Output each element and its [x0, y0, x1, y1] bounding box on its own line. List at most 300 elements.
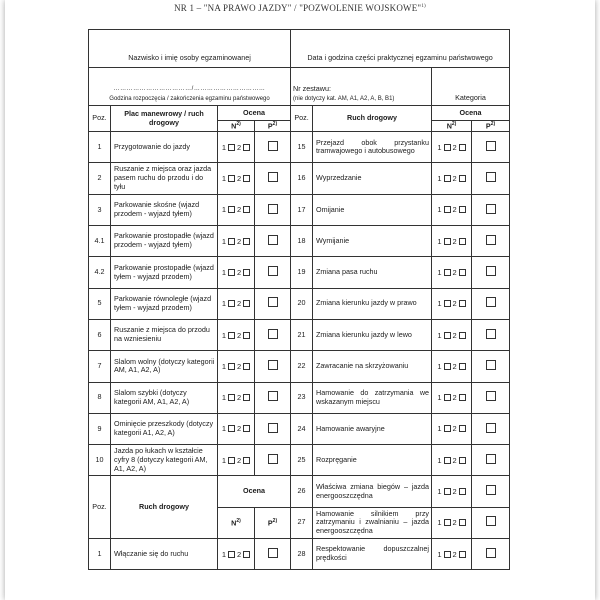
left-item-p [255, 194, 291, 225]
right-item-text: Hamowanie silnikiem przy zatrzymaniu i zwalnianiu – jazda energooszczędna [313, 507, 432, 538]
right-n-checkboxes [434, 143, 469, 152]
right-item-p [472, 413, 510, 444]
right-item-n [432, 226, 472, 257]
n-option-2-label: 2 [452, 455, 457, 465]
n-option-1-checkbox[interactable] [228, 394, 235, 401]
left-item-pos: 9 [89, 413, 111, 444]
right-n-checkboxes [434, 393, 469, 402]
n-option-1-label: 1 [221, 361, 226, 371]
left-item-p [255, 413, 291, 444]
left-item-pos: 6 [89, 319, 111, 350]
n-option-1-label: 1 [221, 267, 226, 277]
n-option-2-checkbox[interactable] [459, 394, 466, 401]
n-option-1-checkbox[interactable] [228, 238, 235, 245]
left-n-checkboxes [220, 550, 252, 559]
n-option-2-checkbox[interactable] [459, 488, 466, 495]
right-n-checkboxes [434, 456, 469, 465]
table-row [89, 382, 510, 413]
exam-form-table [88, 29, 510, 570]
n-option-1-label: 1 [221, 299, 226, 309]
left-n-checkboxes [220, 143, 252, 152]
exam-date-cell[interactable] [291, 30, 510, 68]
n-option-2-checkbox[interactable] [243, 300, 250, 307]
n-option-1-label: 1 [221, 455, 226, 465]
n-option-1-checkbox[interactable] [228, 144, 235, 151]
right-item-n [432, 163, 472, 194]
right-n-checkboxes [434, 174, 469, 183]
n-option-2-checkbox[interactable] [243, 457, 250, 464]
n-option-2-checkbox[interactable] [459, 300, 466, 307]
left-p-checkbox[interactable] [268, 548, 278, 558]
left-item-n [218, 163, 255, 194]
right-item-n [432, 476, 472, 507]
right-p-checkbox[interactable] [486, 204, 496, 214]
n-option-2-label: 2 [237, 330, 242, 340]
n-option-1-label: 1 [437, 142, 442, 152]
n-option-2-label: 2 [452, 393, 457, 403]
col-pos-left-2: Poz. [89, 476, 111, 539]
right-item-n [432, 445, 472, 476]
n-option-1-checkbox[interactable] [228, 269, 235, 276]
n-option-1-checkbox[interactable] [444, 425, 451, 432]
n-option-1-checkbox[interactable] [444, 457, 451, 464]
document-title-footnote: 1) [421, 4, 426, 9]
n-option-1-label: 1 [221, 205, 226, 215]
right-n-checkboxes [434, 550, 469, 559]
set-number-label: Nr zestawu: [293, 83, 331, 93]
n-option-2-checkbox[interactable] [243, 425, 250, 432]
n-option-1-label: 1 [437, 487, 442, 497]
left-item-p [255, 288, 291, 319]
left-n-checkboxes [220, 299, 252, 308]
n-option-1-checkbox[interactable] [228, 332, 235, 339]
right-item-pos: 24 [291, 413, 313, 444]
right-item-p [472, 351, 510, 382]
left-p-checkbox[interactable] [268, 266, 278, 276]
n-option-2-checkbox[interactable] [243, 175, 250, 182]
right-item-p [472, 257, 510, 288]
n-option-1-checkbox[interactable] [228, 457, 235, 464]
n-option-2-label: 2 [237, 267, 242, 277]
right-n-checkboxes [434, 237, 469, 246]
col-n-left-2: $N^{2)}$ [218, 507, 255, 538]
right-n-checkboxes [434, 268, 469, 277]
right-item-pos: 22 [291, 351, 313, 382]
n-option-2-checkbox[interactable] [243, 551, 250, 558]
n-option-2-checkbox[interactable] [243, 269, 250, 276]
n-option-1-label: 1 [221, 236, 226, 246]
right-item-p [472, 226, 510, 257]
left-item-pos: 5 [89, 288, 111, 319]
n-option-1-checkbox[interactable] [444, 144, 451, 151]
n-option-2-checkbox[interactable] [459, 332, 466, 339]
n-option-1-label: 1 [221, 424, 226, 434]
table-row [89, 257, 510, 288]
n-option-2-checkbox[interactable] [459, 457, 466, 464]
right-item-text: Zawracanie na skrzyżowaniu [313, 351, 432, 382]
right-item-p [472, 163, 510, 194]
right-p-checkbox[interactable] [486, 548, 496, 558]
n-option-1-label: 1 [437, 361, 442, 371]
n-option-1-label: 1 [437, 236, 442, 246]
n-option-1-checkbox[interactable] [444, 238, 451, 245]
right-p-checkbox[interactable] [486, 423, 496, 433]
col-section-right: Ruch drogowy [313, 106, 432, 132]
left-item-text: Parkowanie skośne (wjazd przodem - wyjazd tyłem) [111, 194, 218, 225]
n-option-2-label: 2 [237, 174, 242, 184]
left-p-checkbox[interactable] [268, 391, 278, 401]
left-n-checkboxes [220, 362, 252, 371]
left-p-checkbox[interactable] [268, 297, 278, 307]
n-option-1-label: 1 [437, 205, 442, 215]
left-item-pos: 4.2 [89, 257, 111, 288]
n-option-2-checkbox[interactable] [243, 238, 250, 245]
left-item-n [218, 132, 255, 163]
n-option-2-label: 2 [237, 299, 242, 309]
n-option-1-checkbox[interactable] [444, 394, 451, 401]
right-item-n [432, 507, 472, 538]
document-title-text: NR 1 – "NA PRAWO JAZDY" / "POZWOLENIE WOJSKOWE" [174, 3, 422, 13]
n-option-1-checkbox[interactable] [228, 551, 235, 558]
left-item-pos: 1 [89, 539, 111, 570]
n-option-2-label: 2 [452, 174, 457, 184]
n-option-1-checkbox[interactable] [444, 206, 451, 213]
right-item-pos: 23 [291, 382, 313, 413]
right-item-text: Rozpręganie [313, 445, 432, 476]
table-row [89, 539, 510, 570]
left-p-checkbox[interactable] [268, 172, 278, 182]
right-item-text: Hamowanie do zatrzymania we wskazanym miejscu [313, 382, 432, 413]
col-n-right: $N^{2)}$ [432, 121, 472, 132]
right-p-checkbox[interactable] [486, 235, 496, 245]
n-option-2-checkbox[interactable] [459, 363, 466, 370]
right-p-checkbox[interactable] [486, 329, 496, 339]
col-p-left: $P^{2)}$ [255, 121, 291, 132]
right-item-pos: 17 [291, 194, 313, 225]
right-item-p [472, 194, 510, 225]
n-option-1-label: 1 [221, 330, 226, 340]
left-item-p [255, 445, 291, 476]
n-option-1-label: 1 [437, 518, 442, 528]
n-option-1-checkbox[interactable] [444, 300, 451, 307]
right-item-pos: 16 [291, 163, 313, 194]
col-p-right: $P^{2)}$ [472, 121, 510, 132]
n-option-2-checkbox[interactable] [459, 519, 466, 526]
right-item-p [472, 382, 510, 413]
n-option-2-label: 2 [237, 205, 242, 215]
left-item-text: Włączanie się do ruchu [111, 539, 218, 570]
n-option-2-label: 2 [452, 487, 457, 497]
left-n-checkboxes [220, 174, 252, 183]
n-option-2-label: 2 [452, 205, 457, 215]
set-number-cell[interactable] [291, 68, 432, 106]
examinee-name-cell[interactable] [89, 30, 291, 68]
right-n-checkboxes [434, 487, 469, 496]
left-item-n [218, 539, 255, 570]
right-item-n [432, 194, 472, 225]
left-p-checkbox[interactable] [268, 141, 278, 151]
n-option-1-label: 1 [437, 424, 442, 434]
right-n-checkboxes [434, 331, 469, 340]
left-item-p [255, 319, 291, 350]
n-option-2-checkbox[interactable] [243, 332, 250, 339]
n-option-2-label: 2 [237, 236, 242, 246]
left-item-text: Ruszanie z miejsca do przodu na wzniesieniu [111, 319, 218, 350]
n-option-2-checkbox[interactable] [459, 269, 466, 276]
right-n-checkboxes [434, 362, 469, 371]
n-option-2-label: 2 [452, 330, 457, 340]
n-option-2-checkbox[interactable] [243, 363, 250, 370]
n-option-1-checkbox[interactable] [228, 206, 235, 213]
left-item-text: Jazda po łukach w kształcie cyfry 8 (dotyczy kategorii AM, A1, A2, A) [111, 445, 218, 476]
left-item-n [218, 351, 255, 382]
left-n-checkboxes [220, 237, 252, 246]
left-item-p [255, 539, 291, 570]
n-option-1-label: 1 [221, 393, 226, 403]
n-option-1-checkbox[interactable] [444, 551, 451, 558]
n-option-1-label: 1 [437, 299, 442, 309]
table-row [89, 413, 510, 444]
right-item-pos: 25 [291, 445, 313, 476]
left-item-pos: 8 [89, 382, 111, 413]
n-option-2-label: 2 [452, 424, 457, 434]
left-item-p [255, 382, 291, 413]
n-option-1-label: 1 [437, 174, 442, 184]
right-item-text: Przejazd obok przystanku tramwajowego i autobusowego [313, 132, 432, 163]
n-option-1-checkbox[interactable] [228, 425, 235, 432]
exam-date-label: Data i godzina części praktycznej egzaminu państwowego [307, 53, 493, 63]
left-item-pos: 2 [89, 163, 111, 194]
n-option-2-checkbox[interactable] [459, 206, 466, 213]
left-item-n [218, 382, 255, 413]
n-option-2-checkbox[interactable] [243, 394, 250, 401]
left-n-checkboxes [220, 331, 252, 340]
right-p-checkbox[interactable] [486, 297, 496, 307]
right-p-checkbox[interactable] [486, 454, 496, 464]
n-option-2-label: 2 [237, 142, 242, 152]
exam-time-label: Godzina rozpoczęcia / zakończenia egzaminu państwowego [109, 95, 270, 102]
right-item-text: Omijanie [313, 194, 432, 225]
left-item-n [218, 319, 255, 350]
n-option-2-label: 2 [452, 518, 457, 528]
left-item-p [255, 257, 291, 288]
left-item-pos: 4.1 [89, 226, 111, 257]
right-item-pos: 15 [291, 132, 313, 163]
right-item-n [432, 257, 472, 288]
n-option-2-checkbox[interactable] [459, 425, 466, 432]
table-row [89, 288, 510, 319]
right-item-p [472, 507, 510, 538]
right-item-p [472, 132, 510, 163]
right-item-text: Zmiana pasa ruchu [313, 257, 432, 288]
right-item-pos: 20 [291, 288, 313, 319]
col-ocena-left-2: Ocena [218, 476, 291, 507]
right-p-checkbox[interactable] [486, 485, 496, 495]
right-item-text: Zmiana kierunku jazdy w prawo [313, 288, 432, 319]
n-option-1-checkbox[interactable] [228, 300, 235, 307]
left-item-p [255, 226, 291, 257]
n-option-1-label: 1 [437, 330, 442, 340]
left-p-checkbox[interactable] [268, 235, 278, 245]
right-item-n [432, 351, 472, 382]
table-row [89, 132, 510, 163]
n-option-1-checkbox[interactable] [444, 175, 451, 182]
n-option-1-checkbox[interactable] [444, 488, 451, 495]
n-option-1-label: 1 [221, 549, 226, 559]
right-item-pos: 18 [291, 226, 313, 257]
table-row [89, 194, 510, 225]
examinee-name-label: Nazwisko i imię osoby egzaminowanej [128, 53, 251, 63]
exam-time-cell[interactable] [89, 68, 291, 106]
left-item-text: Parkowanie prostopadłe (wjazd przodem - wyjazd tyłem) [111, 226, 218, 257]
table-row [89, 476, 510, 507]
left-item-text: Przygotowanie do jazdy [111, 132, 218, 163]
right-item-text: Wymijanie [313, 226, 432, 257]
n-option-1-label: 1 [437, 549, 442, 559]
n-option-2-label: 2 [452, 299, 457, 309]
n-option-1-label: 1 [221, 174, 226, 184]
left-item-text: Parkowanie równoległe (wjazd tyłem - wyjazd przodem) [111, 288, 218, 319]
left-n-checkboxes [220, 205, 252, 214]
right-item-n [432, 382, 472, 413]
left-item-n [218, 257, 255, 288]
right-item-pos: 19 [291, 257, 313, 288]
right-n-checkboxes [434, 424, 469, 433]
n-option-1-checkbox[interactable] [444, 269, 451, 276]
left-item-pos: 3 [89, 194, 111, 225]
right-item-pos: 26 [291, 476, 313, 507]
col-ocena-left: Ocena [218, 106, 291, 121]
left-item-pos: 7 [89, 351, 111, 382]
right-p-checkbox[interactable] [486, 516, 496, 526]
right-n-checkboxes [434, 205, 469, 214]
n-option-2-checkbox[interactable] [243, 206, 250, 213]
col-pos-right: Poz. [291, 106, 313, 132]
n-option-2-label: 2 [452, 361, 457, 371]
document-title [5, 3, 595, 13]
left-item-n [218, 194, 255, 225]
right-item-pos: 21 [291, 319, 313, 350]
left-p-checkbox[interactable] [268, 204, 278, 214]
right-item-text: Właściwa zmiana biegów – jazda energooszczędna [313, 476, 432, 507]
left-item-p [255, 132, 291, 163]
right-item-n [432, 319, 472, 350]
n-option-1-checkbox[interactable] [228, 363, 235, 370]
left-item-text: Ominięcie przeszkody (dotyczy kategorii A1, A2, A) [111, 413, 218, 444]
left-item-n [218, 445, 255, 476]
n-option-2-label: 2 [237, 393, 242, 403]
right-p-checkbox[interactable] [486, 360, 496, 370]
left-p-checkbox[interactable] [268, 454, 278, 464]
n-option-2-checkbox[interactable] [459, 551, 466, 558]
left-n-checkboxes [220, 456, 252, 465]
n-option-2-label: 2 [452, 142, 457, 152]
exam-time-dots: ………………………………/…………………………… [113, 86, 266, 93]
left-item-n [218, 226, 255, 257]
right-p-checkbox[interactable] [486, 141, 496, 151]
n-option-2-checkbox[interactable] [459, 238, 466, 245]
col-p-left-2: $P^{2)}$ [255, 507, 291, 538]
right-item-n [432, 539, 472, 570]
table-row [89, 226, 510, 257]
right-item-text: Hamowanie awaryjne [313, 413, 432, 444]
n-option-1-checkbox[interactable] [228, 175, 235, 182]
col-ocena-right: Ocena [432, 106, 510, 121]
left-item-n [218, 288, 255, 319]
n-option-2-checkbox[interactable] [243, 144, 250, 151]
category-cell[interactable] [432, 68, 510, 106]
n-option-1-label: 1 [437, 455, 442, 465]
right-p-checkbox[interactable] [486, 266, 496, 276]
n-option-2-label: 2 [452, 267, 457, 277]
right-n-checkboxes [434, 518, 469, 527]
left-n-checkboxes [220, 393, 252, 402]
left-item-text: Slalom wolny (dotyczy kategorii AM, A1, A2, A) [111, 351, 218, 382]
right-item-n [432, 413, 472, 444]
n-option-2-label: 2 [237, 549, 242, 559]
right-item-p [472, 288, 510, 319]
left-p-checkbox[interactable] [268, 329, 278, 339]
n-option-2-label: 2 [237, 455, 242, 465]
right-item-n [432, 132, 472, 163]
category-label: Kategoria [455, 93, 486, 103]
left-item-pos: 1 [89, 132, 111, 163]
right-item-text: Zmiana kierunku jazdy w lewo [313, 319, 432, 350]
right-item-p [472, 319, 510, 350]
table-row [89, 163, 510, 194]
n-option-2-label: 2 [452, 236, 457, 246]
n-option-1-label: 1 [221, 142, 226, 152]
left-item-n [218, 413, 255, 444]
n-option-1-checkbox[interactable] [444, 519, 451, 526]
left-n-checkboxes [220, 268, 252, 277]
col-pos-left: Poz. [89, 106, 111, 132]
table-row [89, 351, 510, 382]
left-item-text: Ruszanie z miejsca oraz jazda pasem ruchu do przodu i do tyłu [111, 163, 218, 194]
right-p-checkbox[interactable] [486, 391, 496, 401]
set-number-note: (nie dotyczy kat. AM, A1, A2, A, B, B1) [293, 95, 395, 102]
left-item-text: Parkowanie prostopadłe (wjazd tyłem - wyjazd przodem) [111, 257, 218, 288]
right-item-pos: 27 [291, 507, 313, 538]
right-item-text: Wyprzedzanie [313, 163, 432, 194]
col-section-left: Plac manewrowy / ruch drogowy [111, 106, 218, 132]
n-option-1-checkbox[interactable] [444, 332, 451, 339]
right-item-text: Respektowanie dopuszczalnej prędkości [313, 539, 432, 570]
table-row [89, 445, 510, 476]
n-option-1-label: 1 [437, 393, 442, 403]
table-row [89, 319, 510, 350]
n-option-2-checkbox[interactable] [459, 175, 466, 182]
right-item-p [472, 476, 510, 507]
left-item-text: Slalom szybki (dotyczy kategorii AM, A1, A2, A) [111, 382, 218, 413]
right-item-pos: 28 [291, 539, 313, 570]
n-option-2-label: 2 [237, 361, 242, 371]
left-p-checkbox[interactable] [268, 423, 278, 433]
left-item-p [255, 163, 291, 194]
n-option-1-label: 1 [437, 267, 442, 277]
n-option-2-checkbox[interactable] [459, 144, 466, 151]
right-p-checkbox[interactable] [486, 172, 496, 182]
col-n-left: $N^{2)}$ [218, 121, 255, 132]
left-p-checkbox[interactable] [268, 360, 278, 370]
right-n-checkboxes [434, 299, 469, 308]
left-item-pos: 10 [89, 445, 111, 476]
right-item-p [472, 539, 510, 570]
left-item-p [255, 351, 291, 382]
right-item-p [472, 445, 510, 476]
n-option-2-label: 2 [452, 549, 457, 559]
n-option-1-checkbox[interactable] [444, 363, 451, 370]
